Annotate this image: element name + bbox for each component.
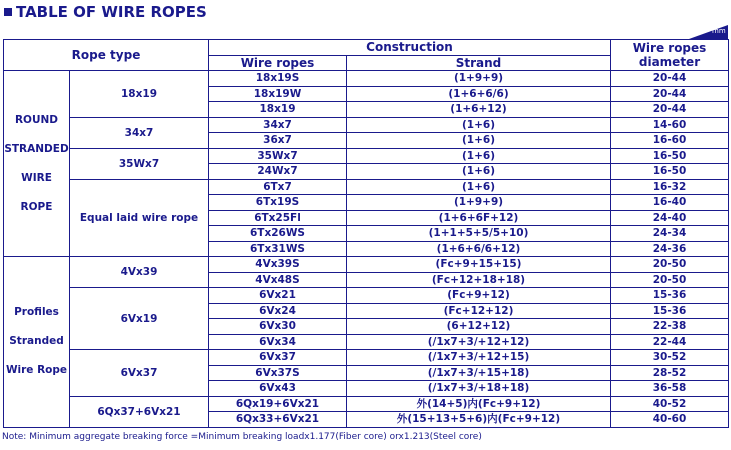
group-label [4, 257, 70, 428]
strand-cell: 外(15+13+5+6)内(Fc+9+12) [347, 412, 611, 428]
strand-cell: (1+6+6/6+12) [347, 241, 611, 257]
diameter-cell: 28-52 [611, 365, 729, 381]
diameter-cell: 20-50 [611, 257, 729, 273]
wire-rope-cell: 6Vx37 [209, 350, 347, 366]
wire-rope-cell: 6Tx31WS [209, 241, 347, 257]
diameter-cell: 24-40 [611, 210, 729, 226]
diameter-cell: 36-58 [611, 381, 729, 397]
diameter-cell: 22-38 [611, 319, 729, 335]
diameter-cell: 22-44 [611, 334, 729, 350]
subtype-cell: 34x7 [70, 117, 209, 148]
subtype-cell: Equal laid wire rope [70, 179, 209, 257]
header-diameter [611, 40, 729, 71]
diameter-cell: 15-36 [611, 303, 729, 319]
subtype-cell: 35Wx7 [70, 148, 209, 179]
wire-rope-cell: 24Wx7 [209, 164, 347, 180]
diameter-cell: 30-52 [611, 350, 729, 366]
header-construction: Construction [209, 40, 611, 56]
strand-cell: (Fc+9+12) [347, 288, 611, 304]
unit-label: mm [712, 27, 726, 35]
wire-rope-cell: 4Vx48S [209, 272, 347, 288]
subtype-cell: 6Vx19 [70, 288, 209, 350]
subtype-cell: 6Vx37 [70, 350, 209, 397]
diameter-cell: 16-32 [611, 179, 729, 195]
table-row [4, 257, 729, 273]
group-label-line: WIRE [21, 171, 52, 184]
diameter-cell: 20-50 [611, 272, 729, 288]
strand-cell: (1+6+6F+12) [347, 210, 611, 226]
diameter-cell: 15-36 [611, 288, 729, 304]
table-row [4, 396, 729, 412]
wire-rope-cell: 6Tx19S [209, 195, 347, 211]
diameter-cell: 14-60 [611, 117, 729, 133]
table-row [4, 288, 729, 304]
strand-cell: (Fc+12+18+18) [347, 272, 611, 288]
footnote: Note: Minimum aggregate breaking force =Minimum breaking loadx1.177(Fiber core) orx1.213(Steel core) [2, 432, 482, 442]
strand-cell: (6+12+12) [347, 319, 611, 335]
strand-cell: (1+6) [347, 164, 611, 180]
table-row [4, 179, 729, 195]
wire-rope-cell: 18x19W [209, 86, 347, 102]
strand-cell: 外(14+5)内(Fc+9+12) [347, 396, 611, 412]
strand-cell: (1+6) [347, 148, 611, 164]
strand-cell: (/1x7+3/+15+18) [347, 365, 611, 381]
diameter-cell: 24-34 [611, 226, 729, 242]
table-row [4, 350, 729, 366]
diameter-cell: 20-44 [611, 102, 729, 118]
strand-cell: (1+6+12) [347, 102, 611, 118]
group-label-line: STRANDED [4, 142, 69, 155]
wire-rope-cell: 6Tx25Fl [209, 210, 347, 226]
group-label-line: ROUND [14, 113, 59, 126]
group-label-line: Wire Rope [5, 364, 68, 377]
group-label [4, 71, 70, 257]
subtype-cell: 4Vx39 [70, 257, 209, 288]
wire-ropes-table [3, 39, 729, 428]
wire-rope-cell: 6Vx24 [209, 303, 347, 319]
header-wire-ropes: Wire ropes [209, 55, 347, 71]
table-row [4, 148, 729, 164]
wire-rope-cell: 18x19S [209, 71, 347, 87]
wire-rope-cell: 34x7 [209, 117, 347, 133]
diameter-cell: 40-60 [611, 412, 729, 428]
wire-rope-cell: 36x7 [209, 133, 347, 149]
wire-rope-cell: 6Tx7 [209, 179, 347, 195]
strand-cell: (/1x7+3/+18+18) [347, 381, 611, 397]
diameter-cell: 16-60 [611, 133, 729, 149]
strand-cell: (Fc+12+12) [347, 303, 611, 319]
strand-cell: (1+6) [347, 133, 611, 149]
table-body [4, 71, 729, 428]
table-row [4, 71, 729, 87]
wire-rope-cell: 6Qx33+6Vx21 [209, 412, 347, 428]
page-title [4, 3, 207, 21]
diameter-cell: 24-36 [611, 241, 729, 257]
subtype-cell: 6Qx37+6Vx21 [70, 396, 209, 427]
group-label-line: Profiles [14, 306, 59, 319]
wire-rope-cell: 4Vx39S [209, 257, 347, 273]
title-text: TABLE OF WIRE ROPES [16, 3, 207, 21]
strand-cell: (1+9+9) [347, 195, 611, 211]
strand-cell: (1+1+5+5/5+10) [347, 226, 611, 242]
diameter-cell: 16-40 [611, 195, 729, 211]
header-diameter-line1: Wire ropes [632, 41, 707, 55]
wire-rope-cell: 35Wx7 [209, 148, 347, 164]
wire-rope-cell: 6Vx37S [209, 365, 347, 381]
strand-cell: (/1x7+3/+12+12) [347, 334, 611, 350]
diameter-cell: 40-52 [611, 396, 729, 412]
table-row [4, 117, 729, 133]
header-row-1 [4, 40, 729, 56]
strand-cell: (/1x7+3/+12+15) [347, 350, 611, 366]
diameter-cell: 16-50 [611, 148, 729, 164]
wire-rope-cell: 6Vx30 [209, 319, 347, 335]
header-strand: Strand [347, 55, 611, 71]
group-label-line: Stranded [9, 335, 64, 348]
strand-cell: (1+6) [347, 179, 611, 195]
wire-rope-cell: 6Vx43 [209, 381, 347, 397]
wire-rope-cell: 6Vx34 [209, 334, 347, 350]
subtype-cell: 18x19 [70, 71, 209, 118]
diameter-cell: 20-44 [611, 86, 729, 102]
group-label-line: ROPE [20, 200, 53, 213]
wire-rope-cell: 6Vx21 [209, 288, 347, 304]
strand-cell: (1+6+6/6) [347, 86, 611, 102]
strand-cell: (1+9+9) [347, 71, 611, 87]
diameter-cell: 16-50 [611, 164, 729, 180]
header-rope-type: Rope type [4, 40, 209, 71]
strand-cell: (Fc+9+15+15) [347, 257, 611, 273]
wire-rope-cell: 18x19 [209, 102, 347, 118]
diameter-cell: 20-44 [611, 71, 729, 87]
square-bullet-icon [4, 8, 12, 16]
strand-cell: (1+6) [347, 117, 611, 133]
header-diameter-line2: diameter [638, 55, 701, 69]
wire-rope-cell: 6Qx19+6Vx21 [209, 396, 347, 412]
wire-rope-cell: 6Tx26WS [209, 226, 347, 242]
